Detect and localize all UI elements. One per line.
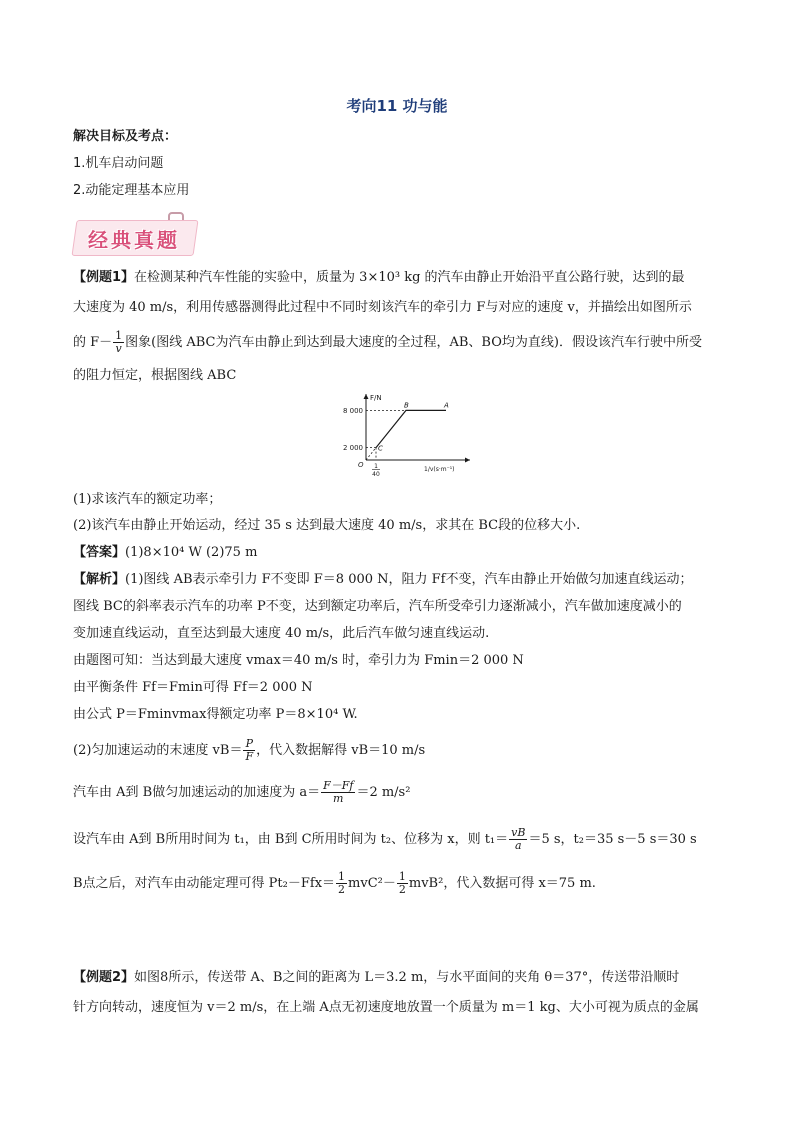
example1-line1: 【例题1】在检测某种汽车性能的实验中，质量为 3×10³ kg 的汽车由静止开始沿平直公路行驶，达到的最 (73, 270, 685, 285)
question-2: (2)该汽车由静止开始运动，经过 35 s 达到最大速度 40 m/s，求其在 BC段的位移大小. (73, 518, 581, 533)
x-tick-1-40-den: 40 (372, 471, 380, 478)
analysis-line4: 由题图可知：当达到最大速度 vmax＝40 m/s 时，牵引力为 Fmin＝2 000 N (73, 653, 524, 668)
section-banner (70, 212, 198, 258)
y-tick-8000: 8 000 (342, 406, 363, 415)
x-axis-label: 1/v(s·m⁻¹) (424, 466, 455, 473)
y-axis-label: F/N (370, 394, 382, 402)
fraction-1-over-v: $\frac{1}{v}$ (115, 329, 123, 355)
goal-item-1: 1.机车启动问题 (73, 156, 164, 171)
analysis-line7: (2)匀加速运动的末速度 vB＝ $\frac{P}{F}$ ，代入数据解得 vB＝10 m/s (73, 737, 426, 763)
banner-label: 经典真题 (88, 228, 180, 252)
goal-item-2: 2.动能定理基本应用 (73, 183, 190, 198)
origin-label: O (358, 461, 364, 469)
y-tick-2000: 2 000 (342, 444, 363, 453)
example1-line4: 的阻力恒定，根据图线 ABC (73, 368, 237, 383)
analysis-line5: 由平衡条件 Ff＝Fmin可得 Ff＝2 000 N (73, 680, 313, 695)
example2-line2: 针方向转动，速度恒为 v＝2 m/s，在上端 A点无初速度地放置一个质量为 m＝1 kg、大小可视为质点的金属 (73, 1000, 699, 1015)
series-line (376, 410, 446, 447)
example1-line2: 大速度为 40 m/s，利用传感器测得此过程中不同时刻该汽车的牵引力 F与对应的速度 v，并描绘出如图所示 (73, 300, 692, 315)
point-label-c: C (378, 444, 383, 453)
example2-line1: 【例题2】如图8所示，传送带 A、B之间的距离为 L＝3.2 m，与水平面间的夹角 θ＝37°，传送带沿顺时 (73, 970, 680, 985)
analysis-tag: 【解析】 (73, 572, 126, 587)
x-axis-arrow (465, 458, 470, 463)
analysis-line3: 变加速直线运动，直至达到最大速度 40 m/s，此后汽车做匀速直线运动. (73, 626, 490, 641)
analysis-line9: 设汽车由 A到 B所用时间为 t₁，由 B到 C所用时间为 t₂、位移为 x，则 t₁＝ $\frac{vB}{a}$ ＝5 s，t₂＝35 s－5 s＝30 s (73, 826, 697, 852)
analysis-line2: 图线 BC的斜率表示汽车的功率 P不变，达到额定功率后，汽车所受牵引力逐渐减小，汽车做加速度减小的 (73, 599, 682, 614)
example2-tag: 【例题2】 (73, 970, 135, 985)
example1-line3: 的 F－ $\frac{1}{v}$ 图象(图线 ABC为汽车由静止到达到最大速度的全过程，AB、BO均为直线)．假设该汽车行驶中所受 (73, 329, 702, 355)
goals-heading: 解决目标及考点： (73, 129, 178, 144)
answer-tag: 【答案】 (73, 545, 126, 560)
x-tick-1-40-num: 1 (374, 463, 378, 470)
example1-tag: 【例题1】 (73, 270, 135, 285)
analysis-line1: 【解析】(1)图线 AB表示牵引力 F不变即 F＝8 000 N，阻力 Ff不变，汽车由静止开始做匀加速直线运动； (73, 572, 693, 587)
force-velocity-chart (324, 390, 474, 482)
analysis-line8: 汽车由 A到 B做匀加速运动的加速度为 a＝ $\frac{F-Ff}{m}$ ＝2 m/s² (73, 779, 411, 805)
point-label-b: B (404, 401, 409, 410)
analysis-line10: B点之后，对汽车由动能定理可得 Pt₂－Ffx＝ $\frac{1}{2}$ mvC²－ $\frac{1}{2}$ mvB²，代入数据可得 x＝75 m. (73, 870, 596, 896)
line-bo (366, 448, 376, 460)
question-1: (1)求该汽车的额定功率； (73, 492, 222, 507)
answer-line: 【答案】(1)8×10⁴ W (2)75 m (73, 545, 258, 560)
analysis-line6: 由公式 P＝Fminvmax得额定功率 P＝8×10⁴ W. (73, 707, 358, 722)
point-label-a: A (444, 401, 449, 410)
page-title: 考向11 功与能 (346, 97, 448, 115)
y-axis-arrow (364, 394, 369, 399)
